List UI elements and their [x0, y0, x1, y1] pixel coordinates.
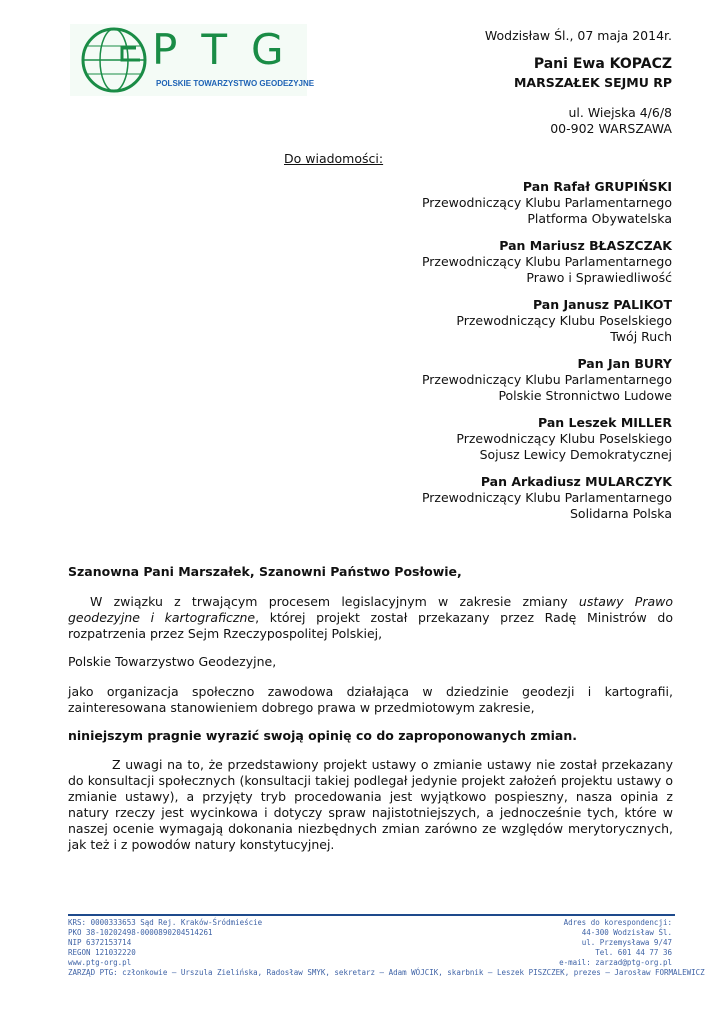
recipient-role: Przewodniczący Klubu Parlamentarnego [421, 372, 672, 387]
footer-website: www.ptg-org.pl [68, 958, 132, 967]
footer-postcode: 44-300 Wodzisław Śl. [581, 928, 672, 937]
addressee-title: MARSZAŁEK SEJMU RP [513, 75, 672, 90]
footer-regon: REGON 121032220 [68, 948, 136, 957]
recipient-block [422, 356, 672, 404]
recipient-block [422, 179, 672, 227]
recipient-block [422, 238, 672, 286]
paragraph-intro [68, 594, 673, 642]
footer-phone: Tel. 601 44 77 36 [595, 948, 672, 957]
recipient-role: Przewodniczący Klubu Parlamentarnego [421, 254, 672, 269]
footer-krs: KRS: 0000333653 Sąd Rej. Kraków-Śródmieście [68, 918, 263, 927]
recipient-club: Polskie Stronnictwo Ludowe [498, 388, 672, 403]
paragraph-organization: jako organizacja społeczno zawodowa działająca w dziedzinie geodezji i kartografii, zainteresowana stanowieniem dobrego prawa w przedmiotowym zakresie, [68, 684, 673, 715]
globe-icon [70, 24, 160, 96]
logo-name: POLSKIE TOWARZYSTWO GEODEZYJNE [156, 79, 315, 88]
paragraph-intro-end: , której projekt został przekazany przez Radę Ministrów do rozpatrzenia przez Sejm Rzeczypospolitej Polskiej, [68, 610, 673, 641]
footer-board: ZARZĄD PTG: członkowie – Urszula Zielińska, Radosław SMYK, sekretarz – Adam WÓJCIK, skarbnik – Leszek PISZCZEK, prezes – Jarosław FORMALEWICZ [68, 968, 705, 977]
footer-registration [68, 918, 262, 968]
footer-contact [559, 918, 672, 968]
letter-date: Wodzisław Śl., 07 maja 2014r. [484, 28, 672, 43]
recipient-block [422, 474, 672, 522]
recipient-block [456, 415, 672, 463]
recipient-club: Solidarna Polska [569, 506, 672, 521]
logo-letters: PTG [152, 25, 308, 74]
paragraph-intro-start: W związku z trwającym procesem legislacyjnym w zakresie zmiany [90, 594, 579, 609]
recipient-club: Sojusz Lewicy Demokratycznej [479, 447, 672, 462]
footer-email: e-mail: zarzad@ptg-org.pl [559, 958, 672, 967]
recipient-block [456, 297, 672, 345]
footer-divider [68, 914, 675, 916]
recipient-name: Pan Leszek MILLER [538, 415, 672, 430]
footer-contact-label: Adres do korespondencji: [563, 918, 672, 927]
footer-nip: NIP 6372153714 [68, 938, 132, 947]
addressee-name: Pani Ewa KOPACZ [533, 56, 672, 72]
addressee-city: 00-902 WARSZAWA [550, 121, 672, 136]
recipient-club: Prawo i Sprawiedliwość [526, 270, 672, 285]
letter-greeting: Szanowna Pani Marszałek, Szanowni Państwo Posłowie, [68, 564, 462, 579]
recipient-role: Przewodniczący Klubu Parlamentarnego [421, 490, 672, 505]
recipient-name: Pan Mariusz BŁASZCZAK [499, 238, 672, 253]
footer-bank-account: PKO 38-10202498-0000890204514261 [68, 928, 213, 937]
ptg-logo [70, 24, 315, 96]
paragraph-consultation: Z uwagi na to, że przedstawiony projekt ustawy o zmianie ustawy nie został przekazany do konsultacji społecznych (konsultacji takiej podlegał jedynie projekt założeń projektu ustawy o zmianie ustawy), a przyjęty tryb procedowania jest wyjątkowo pospieszny, nasza opinia z natury rzeczy jest wycinkowa i dotyczy spraw najistotniejszych, a jednocześnie tych, które w naszej ocenie wymagają dokonania niezbędnych zmian zarówno ze względów merytorycznych, jak też i z powodów natury konstytucyjnej. [68, 757, 673, 852]
recipient-name: Pan Jan BURY [577, 356, 672, 371]
paragraph-society: Polskie Towarzystwo Geodezyjne, [68, 654, 277, 669]
addressee-street: ul. Wiejska 4/6/8 [568, 105, 672, 120]
footer-street: ul. Przemysława 9/47 [581, 938, 672, 947]
recipient-name: Pan Rafał GRUPIŃSKI [522, 179, 672, 194]
recipient-club: Twój Ruch [610, 329, 672, 344]
act-title: ustawy Prawo geodezyjne i kartograficzne [68, 594, 673, 625]
recipient-role: Przewodniczący Klubu Parlamentarnego [421, 195, 672, 210]
recipient-club: Platforma Obywatelska [527, 211, 672, 226]
recipient-role: Przewodniczący Klubu Poselskiego [456, 313, 672, 328]
recipient-name: Pan Arkadiusz MULARCZYK [480, 474, 672, 489]
recipient-name: Pan Janusz PALIKOT [532, 297, 672, 312]
to-knowledge-label: Do wiadomości: [284, 151, 384, 166]
paragraph-opinion: niniejszym pragnie wyrazić swoją opinię co do zaproponowanych zmian. [68, 728, 578, 743]
recipient-role: Przewodniczący Klubu Poselskiego [456, 431, 672, 446]
